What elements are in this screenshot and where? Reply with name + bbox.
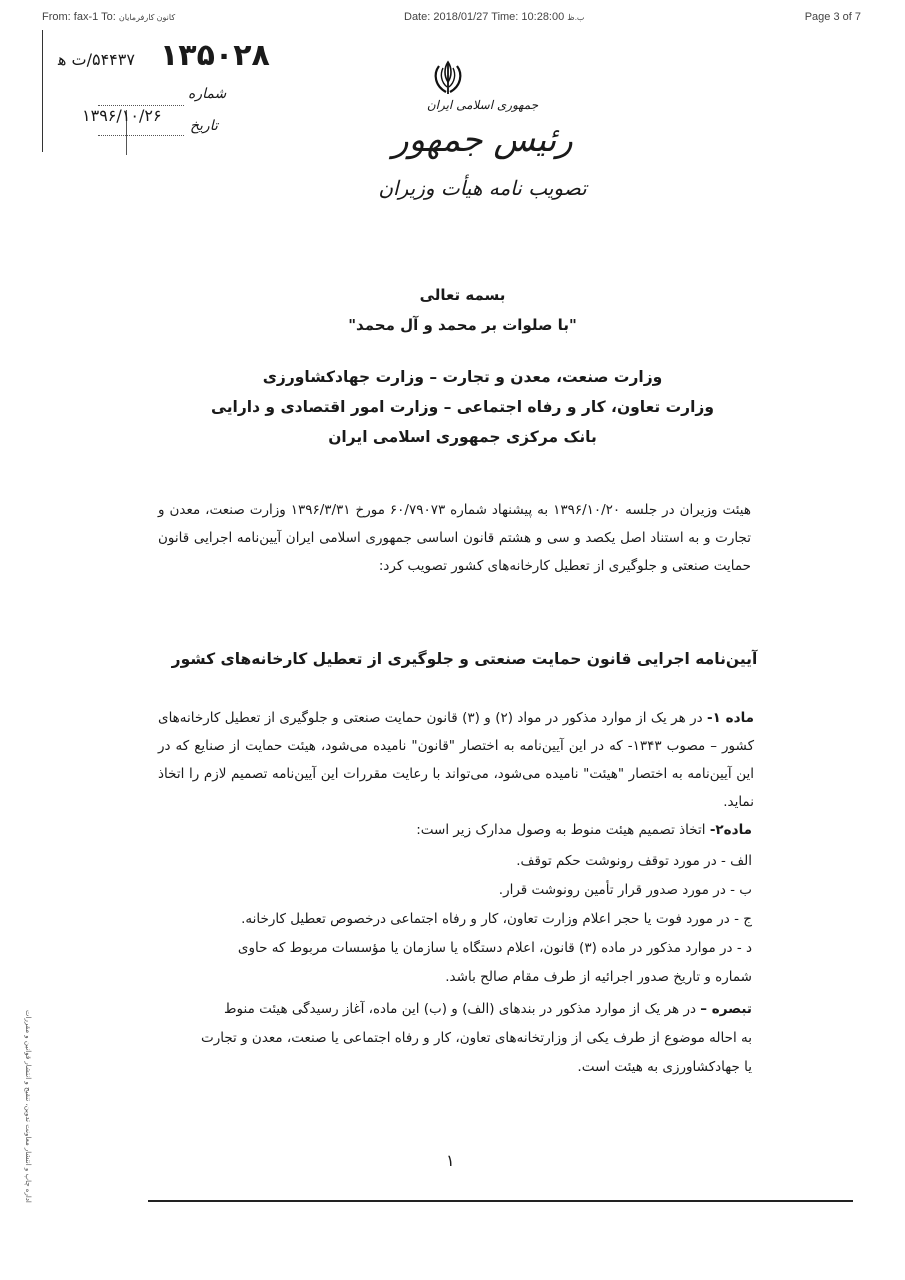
recipient-2: وزارت تعاون، کار و رفاه اجتماعی – وزارت امور اقتصادی و دارایی bbox=[211, 398, 714, 416]
fax-page: Page 3 of 7 bbox=[804, 11, 861, 23]
fax-date-extra: ب.ظ bbox=[567, 13, 585, 22]
article-2-label: ماده۲- bbox=[709, 822, 752, 838]
fax-from-extra: کانون کارفرمایان bbox=[118, 13, 176, 22]
salutation-line1: بسمه تعالی bbox=[419, 286, 506, 304]
footer-rule bbox=[148, 1200, 853, 1202]
article-2 bbox=[416, 822, 752, 838]
stamp-reference: ۵۴۴۳۷/ت ه‍ bbox=[58, 50, 135, 69]
fax-date bbox=[404, 11, 584, 23]
article-2-item-d: د - در موارد مذکور در ماده (۳) قانون، اعلام دستگاه یا سازمان یا مؤسسات مربوط که حاوی bbox=[237, 940, 752, 956]
recipient-3: بانک مرکزی جمهوری اسلامی ایران bbox=[328, 428, 597, 446]
regulation-title: آیین‌نامه اجرایی قانون حمایت صنعتی و جلوگیری از تعطیل کارخانه‌های کشور bbox=[171, 650, 758, 668]
fax-from bbox=[42, 11, 175, 23]
note-line-1 bbox=[224, 1001, 752, 1017]
article-2-text: اتخاذ تصمیم هیئت منوط به وصول مدارک زیر است: bbox=[416, 822, 710, 838]
number-label: شماره bbox=[188, 86, 227, 102]
handwritten-date: ۱۳۹۶/۱۰/۲۶ bbox=[82, 106, 162, 125]
note-line-2: به احاله موضوع از طرف یکی از وزارتخانه‌های تعاون، کار و رفاه اجتماعی یا صنعت، معدن و تجارت bbox=[200, 1030, 752, 1046]
letterhead-country: جمهوری اسلامی ایران bbox=[426, 98, 539, 112]
fax-from-text: From: fax-1 To: bbox=[42, 11, 116, 23]
article-2-item-a: الف - در مورد توقف رونوشت حکم توقف. bbox=[516, 853, 752, 869]
article-1-text: در هر یک از موارد مذکور در مواد (۲) و (۳) قانون حمایت صنعتی و جلوگیری از تعطیل کارخانه‌های کشور – مصوب ۱۳۴۳- که در این آیین‌نامه به اختصار "قانون" نامیده می‌شود، هیئت حمایت از صنایع که در این آیین‌نامه به اختصار "هیئت" نامیده می‌شود، می‌تواند با رعایت مقررات این آیین‌نامه تصمیم لازم را اتخاذ نماید. bbox=[158, 710, 754, 810]
recipient-1: وزارت صنعت، معدن و تجارت – وزارت جهادکشاورزی bbox=[262, 368, 663, 386]
article-2-item-d-cont: شماره و تاریخ صدور اجرائیه از طرف مقام صالح باشد. bbox=[445, 969, 752, 985]
iran-emblem-icon bbox=[428, 58, 468, 98]
article-1-label: ماده ۱- bbox=[707, 710, 755, 726]
fax-date-text: Date: 2018/01/27 Time: 10:28:00 bbox=[404, 11, 565, 23]
note-label: تبصره – bbox=[700, 1001, 752, 1017]
page-number: ۱ bbox=[446, 1151, 455, 1170]
letterhead-subtitle: تصویب نامه هیأت وزیران bbox=[378, 176, 587, 200]
intro-paragraph: هیئت وزیران در جلسه ۱۳۹۶/۱۰/۲۰ به پیشنهاد شماره ۶۰/۷۹۰۷۳ مورخ ۱۳۹۶/۳/۳۱ وزارت صنعت، معدن و تجارت و به استناد اصل یکصد و سی و هشتم قانون اساسی جمهوری اسلامی ایران آیین‌نامه اجرایی قانون حمایت صنعتی و جلوگیری از تعطیل کارخانه‌های کشور تصویب کرد: bbox=[158, 502, 752, 574]
article-1 bbox=[158, 704, 754, 816]
letterhead-office: رئیس جمهور bbox=[392, 120, 573, 160]
article-2-item-c: ج - در مورد فوت یا حجر اعلام وزارت تعاون، کار و رفاه اجتماعی درخصوص تعطیل کارخانه. bbox=[241, 911, 752, 927]
note-text-1: در هر یک از موارد مذکور در بندهای (الف) و (ب) این ماده، آغاز رسیدگی هیئت منوط bbox=[224, 1001, 701, 1017]
date-label: تاریخ bbox=[190, 118, 218, 134]
note-line-3: یا جهادکشاورزی به هیئت است. bbox=[577, 1059, 752, 1075]
salutation-line2: "با صلوات بر محمد و آل محمد" bbox=[348, 316, 577, 334]
stamp-number: ۱۳۵۰۲۸ bbox=[160, 38, 270, 73]
article-2-item-b: ب - در مورد صدور قرار تأمین رونوشت قرار. bbox=[498, 882, 752, 898]
side-note: اداره چاپ و انتشار معاونت تدوین، تنقیح و انتشار قوانین و مقررات bbox=[24, 1010, 32, 1203]
